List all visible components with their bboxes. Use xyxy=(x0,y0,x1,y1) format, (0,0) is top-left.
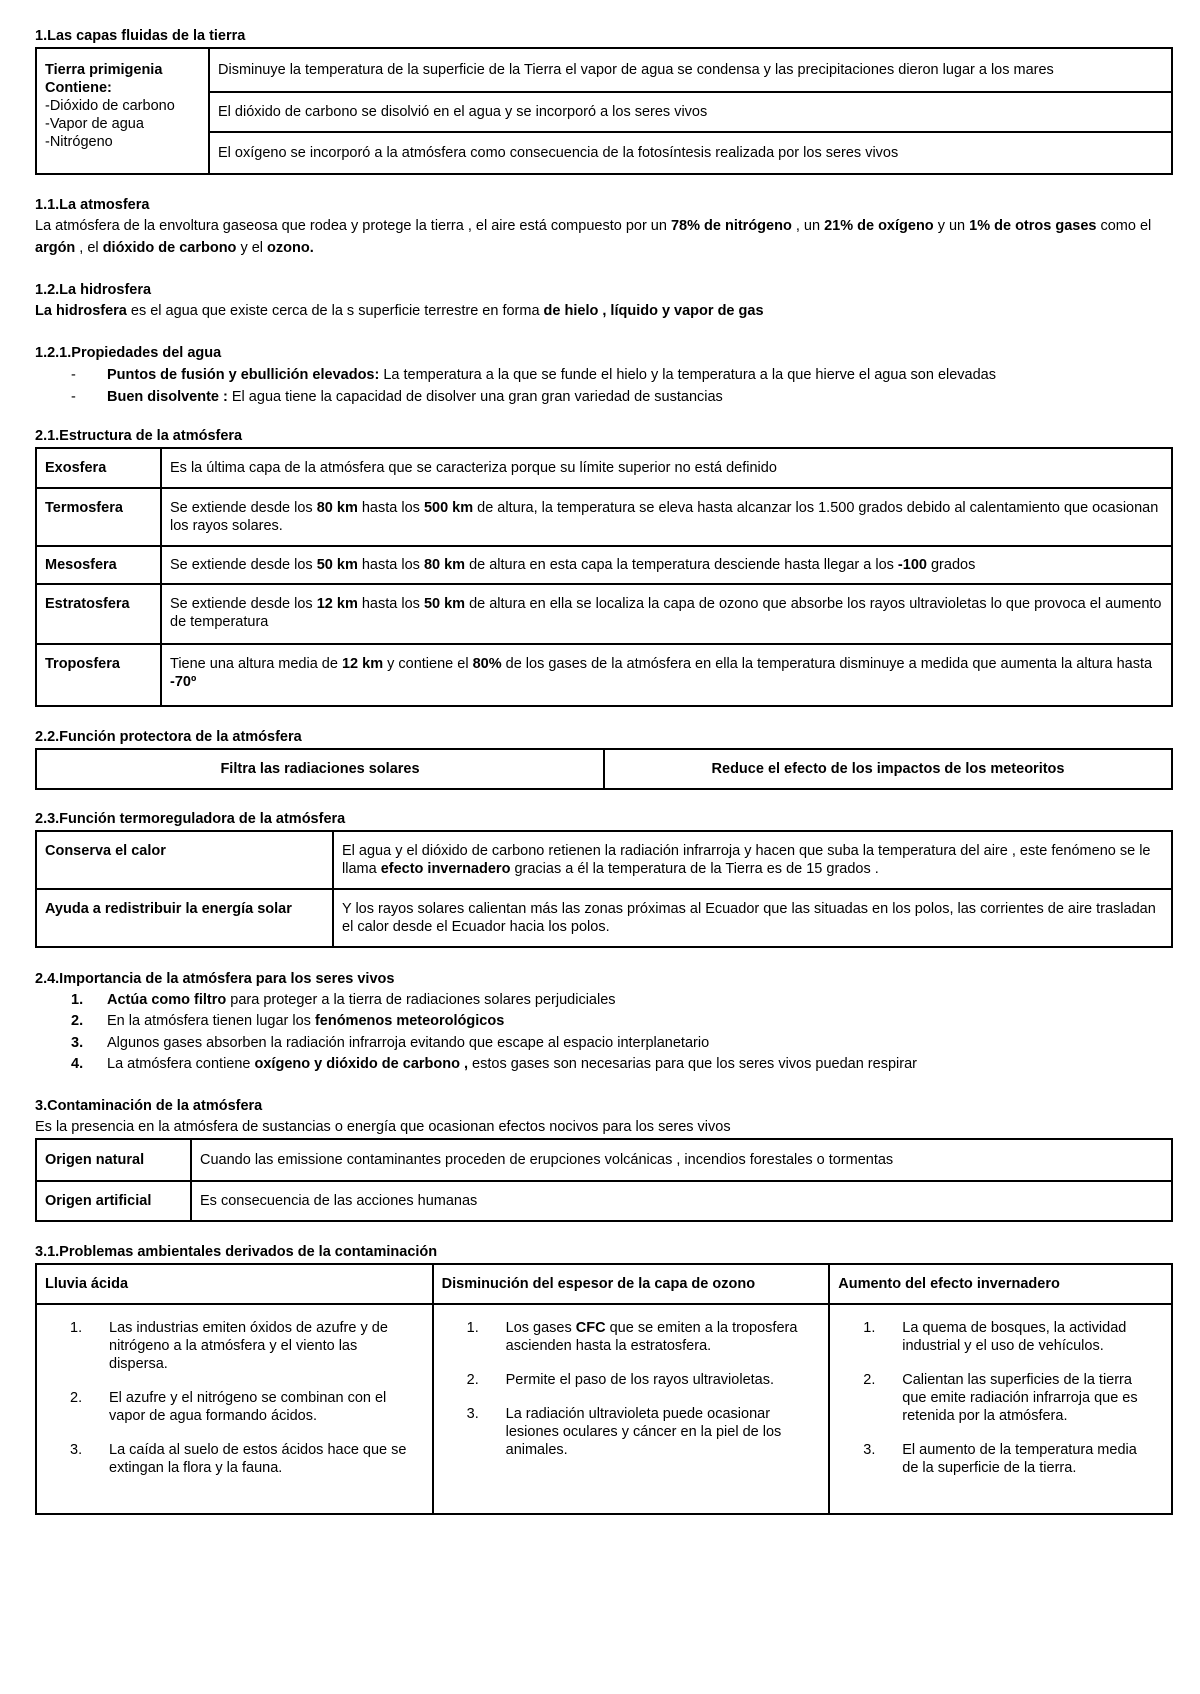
origen-description: Es consecuencia de las acciones humanas xyxy=(191,1181,1172,1221)
list-item: 3. Algunos gases absorben la radiación infrarroja evitando que escape al espacio interplanetario xyxy=(71,1034,710,1051)
section-title-hidrosfera: 1.2.La hidrosfera xyxy=(35,282,152,298)
layer-description: Se extiende desde los 50 km hasta los 80 km de altura en esta capa la temperatura desciende hasta llegar a los -100 grados xyxy=(161,546,1172,584)
list-item: 2. Permite el paso de los rayos ultravioletas. xyxy=(466,1372,775,1388)
section-title-capas-fluidas: 1.Las capas fluidas de la tierra xyxy=(35,28,246,44)
list-item: 3. La radiación ultravioleta puede ocasionar lesiones oculares y cáncer en la piel de los animales. xyxy=(466,1406,782,1458)
origen-name: Origen natural xyxy=(36,1139,191,1181)
problem-column xyxy=(829,1304,1172,1514)
capas-fluidas-table xyxy=(35,47,1173,175)
layer-name: Estratosfera xyxy=(36,584,161,644)
layer-name: Termosfera xyxy=(36,488,161,546)
layer-description: Tiene una altura media de 12 km y contiene el 80% de los gases de la atmósfera en ella la temperatura disminuye a medida que aumenta la altura hasta -70º xyxy=(161,644,1172,706)
protectora-cell: Filtra las radiaciones solares xyxy=(36,749,604,789)
layer-name: Troposfera xyxy=(36,644,161,706)
list-item: 2. El azufre y el nitrógeno se combinan con el vapor de agua formando ácidos. xyxy=(70,1390,387,1424)
capas-row-1: Disminuye la temperatura de la superficie de la Tierra el vapor de agua se condensa y las precipitaciones dieron lugar a los mares xyxy=(209,48,1172,92)
problem-header: Aumento del efecto invernadero xyxy=(829,1264,1172,1304)
estructura-table xyxy=(35,447,1173,707)
problemas-table xyxy=(35,1263,1173,1515)
problem-column xyxy=(36,1304,433,1514)
section-title-contaminacion: 3.Contaminación de la atmósfera xyxy=(35,1097,263,1114)
funcion-termoreguladora-table xyxy=(35,830,1173,948)
protectora-cell: Reduce el efecto de los impactos de los meteoritos xyxy=(604,749,1172,789)
importancia-list xyxy=(35,990,1173,1076)
origen-name: Origen artificial xyxy=(36,1181,191,1221)
hidrosfera-paragraph: La hidrosfera es el agua que existe cerca de la s superficie terrestre en forma de hielo , líquido y vapor de gas xyxy=(35,303,764,319)
list-item: - Puntos de fusión y ebullición elevados: La temperatura a la que se funde el hielo y la temperatura a la que hierve el agua son elevadas xyxy=(71,364,1173,386)
problem-header: Lluvia ácida xyxy=(36,1264,433,1304)
list-item: 3. El aumento de la temperatura media de la superficie de la tierra. xyxy=(863,1442,1137,1476)
section-title-problemas-ambientales: 3.1.Problemas ambientales derivados de la contaminación xyxy=(35,1244,438,1260)
tierra-primigenia-cell xyxy=(36,48,209,174)
list-item: 1. Las industrias emiten óxidos de azufre y de nitrógeno a la atmósfera y el viento las dispersa. xyxy=(70,1320,388,1372)
list-item: 2. Calientan las superficies de la tierra que emite radiación infrarroja que es retenida por la atmósfera. xyxy=(863,1372,1138,1424)
list-item: 2. En la atmósfera tienen lugar los fenómenos meteorológicos xyxy=(71,1013,505,1029)
layer-name: Mesosfera xyxy=(36,546,161,584)
tierra-primigenia-title: Tierra primigenia xyxy=(45,62,163,78)
component-item: -Nitrógeno xyxy=(45,134,113,150)
termo-row-description: El agua y el dióxido de carbono retienen la radiación infrarroja y hacen que suba la temperatura del aire , este fenómeno se le llama efecto invernadero gracias a él la temperatura de la Tierra es de 15 grados . xyxy=(333,831,1172,889)
component-item: -Dióxido de carbono xyxy=(45,98,175,114)
termo-row-name: Conserva el calor xyxy=(36,831,333,889)
layer-description: Es la última capa de la atmósfera que se caracteriza porque su límite superior no está definido xyxy=(161,448,1172,488)
section-title-funcion-protectora: 2.2.Función protectora de la atmósfera xyxy=(35,728,302,745)
layer-name: Exosfera xyxy=(36,448,161,488)
list-item: 3. La caída al suelo de estos ácidos hace que se extingan la flora y la fauna. xyxy=(70,1442,407,1476)
propiedades-list xyxy=(35,364,1173,408)
list-item: - Buen disolvente : El agua tiene la capacidad de disolver una gran gran variedad de sustancias xyxy=(71,386,1173,408)
contaminacion-table xyxy=(35,1138,1173,1222)
contaminacion-intro: Es la presencia en la atmósfera de sustancias o energía que ocasionan efectos nocivos para los seres vivos xyxy=(35,1118,731,1135)
termo-row-name: Ayuda a redistribuir la energía solar xyxy=(36,889,333,947)
section-title-propiedades-agua: 1.2.1.Propiedades del agua xyxy=(35,344,222,361)
section-title-funcion-termoreguladora: 2.3.Función termoreguladora de la atmósfera xyxy=(35,810,346,827)
section-title-importancia: 2.4.Importancia de la atmósfera para los seres vivos xyxy=(35,970,395,987)
contiene-label: Contiene: xyxy=(45,80,112,96)
layer-description: Se extiende desde los 12 km hasta los 50 km de altura en ella se localiza la capa de ozono que absorbe los rayos ultravioletas lo que provoca el aumento de temperatura xyxy=(161,584,1172,644)
document-page xyxy=(35,26,1173,1515)
termo-row-description: Y los rayos solares calientan más las zonas próximas al Ecuador que las situadas en los polos, las corrientes de aire trasladan el calor desde el Ecuador hacia los polos. xyxy=(333,889,1172,947)
atmosfera-paragraph: La atmósfera de la envoltura gaseosa que rodea y protege la tierra , el aire está compuesto por un 78% de nitrógeno , un 21% de oxígeno y un 1% de otros gases como el argón , el dióxido de carbono y el ozono. xyxy=(35,218,1152,256)
list-item: 4. La atmósfera contiene oxígeno y dióxido de carbono , estos gases son necesarias para que los seres vivos puedan respirar xyxy=(71,1056,917,1072)
capas-row-2: El dióxido de carbono se disolvió en el agua y se incorporó a los seres vivos xyxy=(209,92,1172,132)
capas-row-3: El oxígeno se incorporó a la atmósfera como consecuencia de la fotosíntesis realizada por los seres vivos xyxy=(209,132,1172,174)
problem-column xyxy=(433,1304,830,1514)
component-item: -Vapor de agua xyxy=(45,116,144,132)
section-title-estructura-atmosfera: 2.1.Estructura de la atmósfera xyxy=(35,427,243,444)
origen-description: Cuando las emissione contaminantes proceden de erupciones volcánicas , incendios forestales o tormentas xyxy=(191,1139,1172,1181)
section-title-atmosfera: 1.1.La atmosfera xyxy=(35,197,150,213)
problem-header: Disminución del espesor de la capa de ozono xyxy=(433,1264,830,1304)
list-item: 1. Actúa como filtro para proteger a la tierra de radiaciones solares perjudiciales xyxy=(71,991,616,1008)
list-item: 1. Los gases CFC que se emiten a la troposfera ascienden hasta la estratosfera. xyxy=(466,1320,798,1354)
list-item: 1. La quema de bosques, la actividad industrial y el uso de vehículos. xyxy=(863,1320,1127,1354)
funcion-protectora-table xyxy=(35,748,1173,790)
layer-description: Se extiende desde los 80 km hasta los 500 km de altura, la temperatura se eleva hasta alcanzar los 1.500 grados debido al calentamiento que ocasionan los rayos solares. xyxy=(161,488,1172,546)
